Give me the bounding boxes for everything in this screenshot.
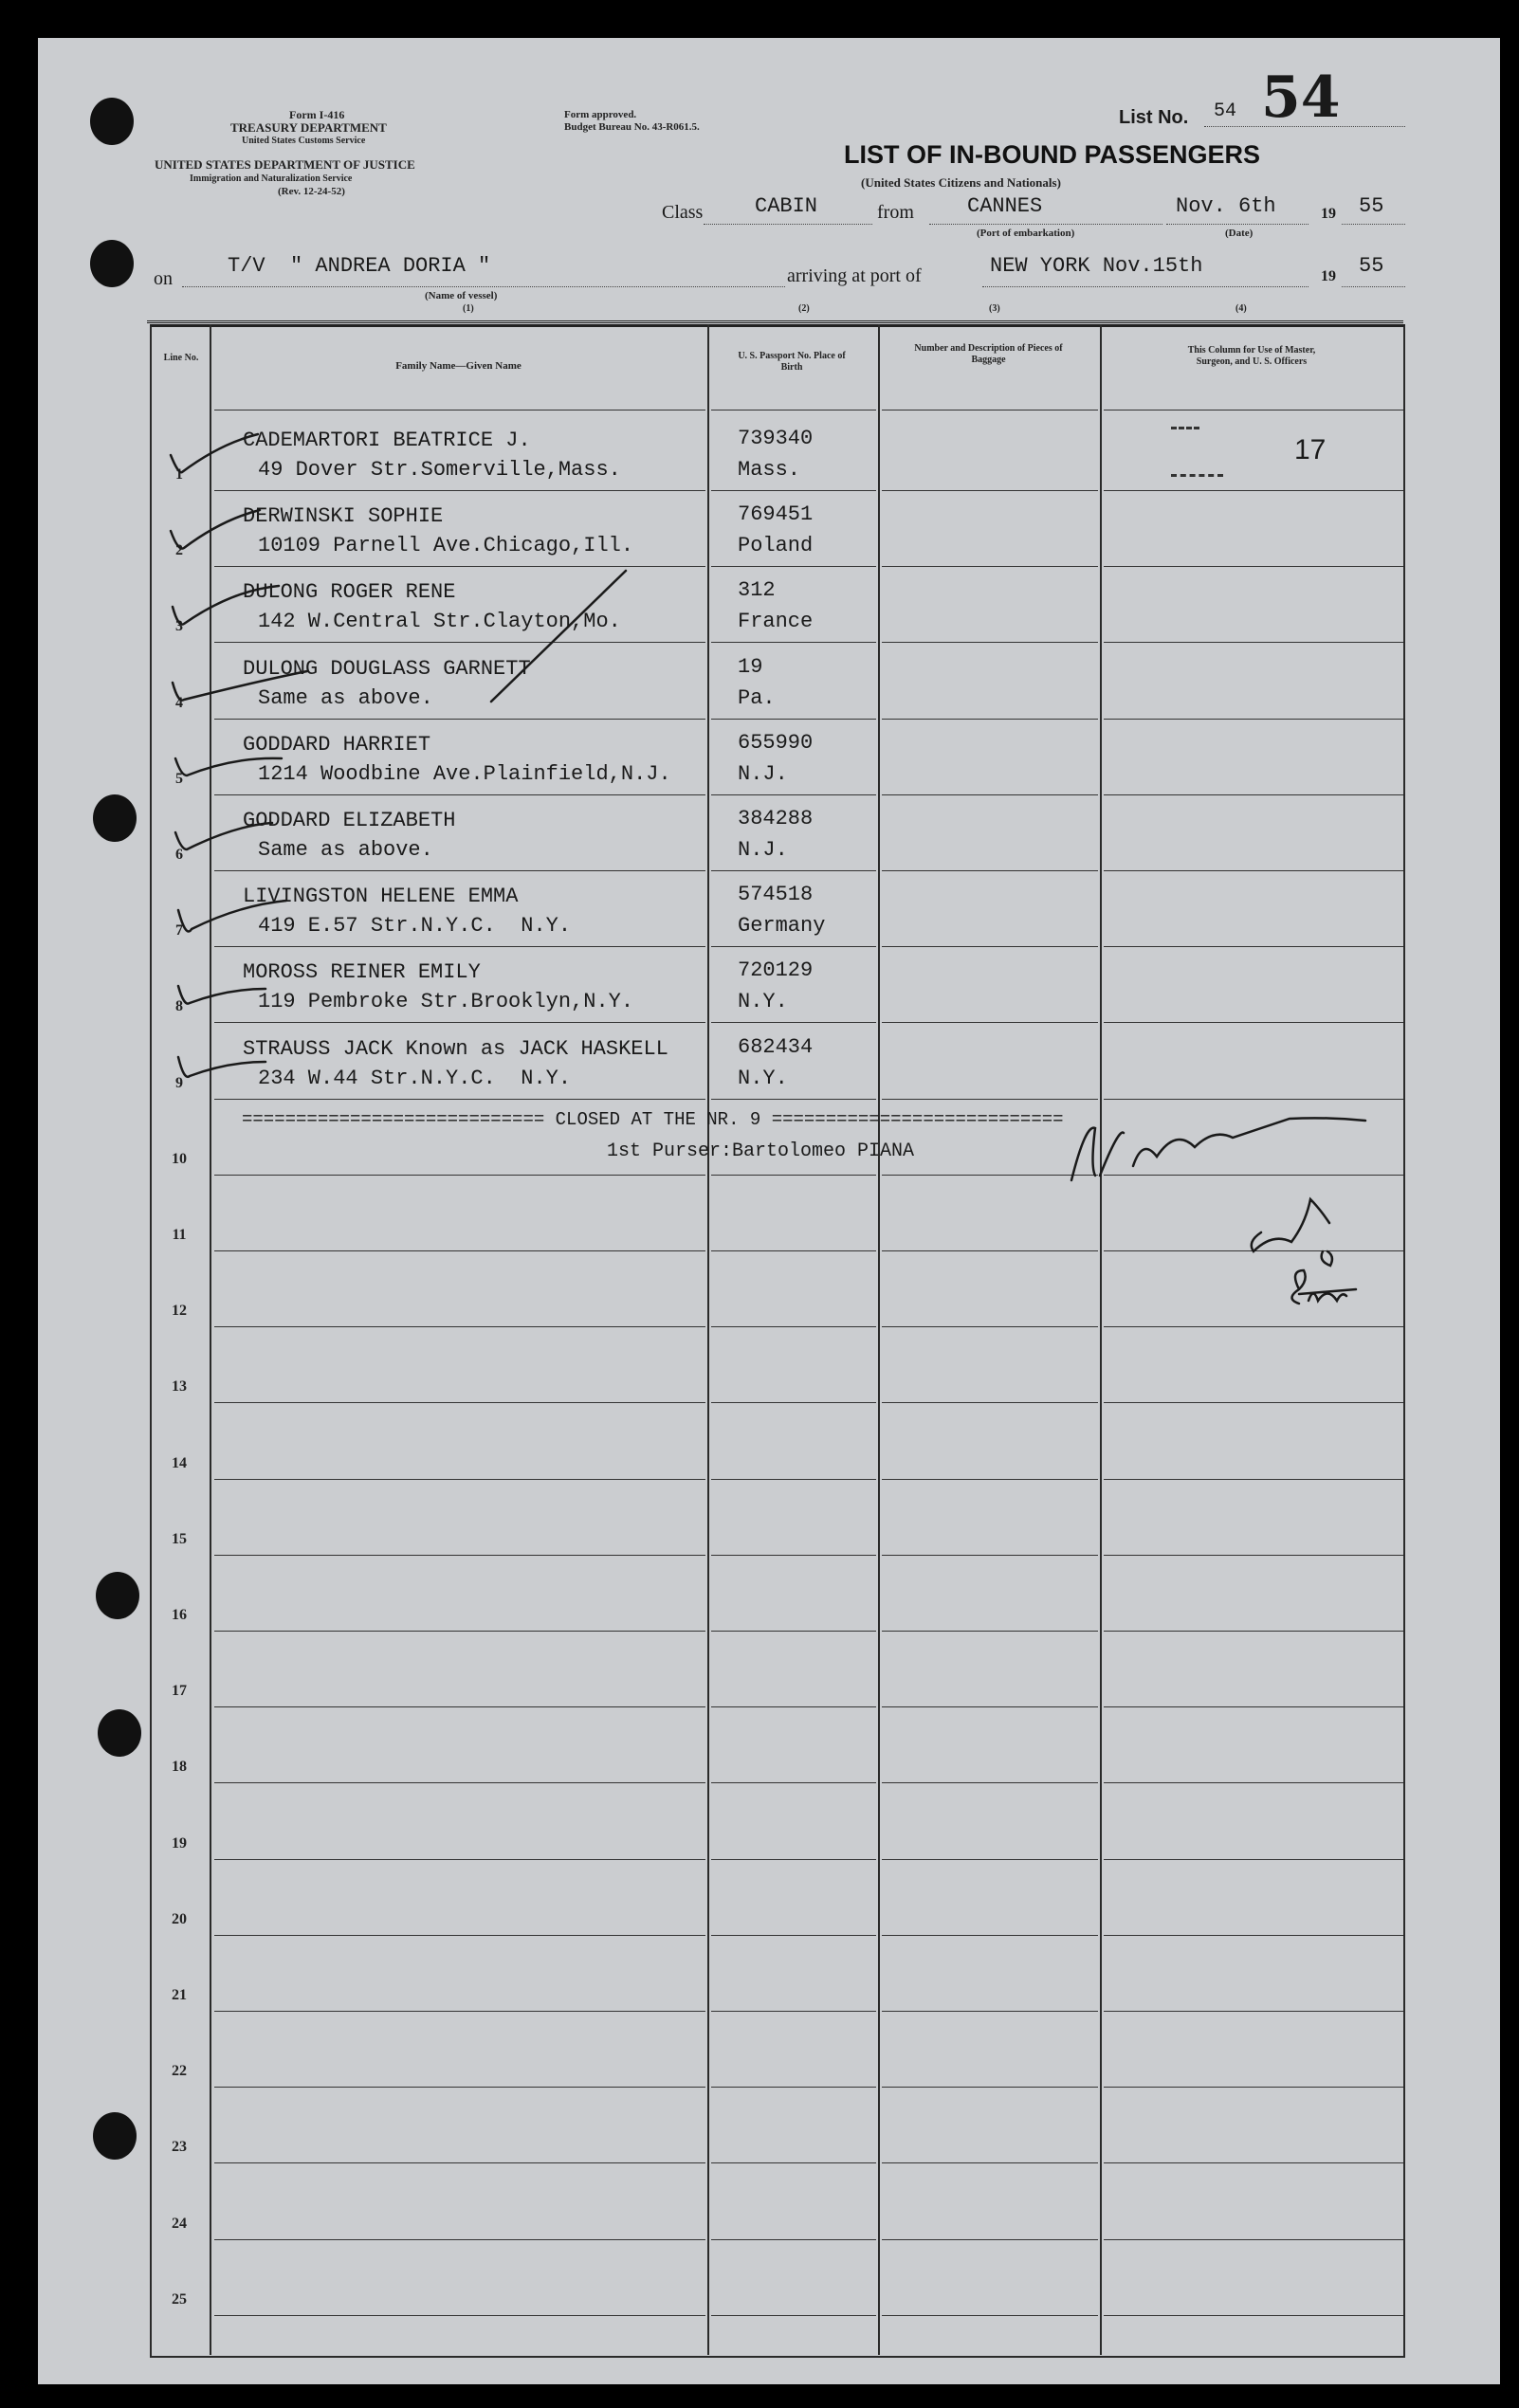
line-number: 1	[175, 466, 183, 483]
row-rule	[1104, 566, 1403, 567]
row-rule	[214, 1935, 705, 1936]
row-rule	[882, 1250, 1098, 1251]
col-header-baggage: Number and Description of Pieces of Baggage	[914, 343, 1063, 365]
row-rule	[882, 1706, 1098, 1707]
list-no-handwritten: 54	[1261, 64, 1341, 131]
vessel-line	[182, 286, 785, 287]
form-number: Form I-416	[289, 108, 345, 121]
row-rule	[882, 2239, 1098, 2240]
row-rule	[882, 1175, 1098, 1176]
arrival-port: NEW YORK Nov.15th	[990, 254, 1203, 278]
class-line	[704, 224, 872, 225]
row-rule	[882, 1022, 1098, 1023]
line-number: 15	[172, 1530, 187, 1547]
row-rule	[214, 1250, 705, 1251]
passenger-name: DULONG ROGER RENE	[243, 580, 456, 605]
row-rule	[882, 1859, 1098, 1860]
arrival-line	[982, 286, 1309, 287]
row-rule	[214, 1099, 705, 1100]
row-rule	[882, 2087, 1098, 2088]
punch-hole	[96, 1572, 139, 1619]
birthplace: Germany	[738, 914, 826, 939]
row-rule	[214, 794, 705, 795]
line-number: 6	[175, 847, 183, 863]
row-rule	[214, 719, 705, 720]
punch-hole	[90, 240, 134, 287]
table-top-double	[147, 320, 1403, 323]
passport-number: 19	[738, 654, 763, 679]
row-rule	[1104, 1250, 1403, 1251]
row-rule	[882, 794, 1098, 795]
line-number: 8	[175, 998, 183, 1015]
col-index-1: (1)	[463, 303, 474, 314]
page-subtitle: (United States Citizens and Nationals)	[861, 175, 1061, 190]
year-2: 55	[1359, 254, 1384, 278]
row-rule	[214, 1022, 705, 1023]
list-no-label: List No.	[1119, 107, 1189, 128]
row-rule	[1104, 1099, 1403, 1100]
page-title: LIST OF IN-BOUND PASSENGERS	[844, 140, 1261, 169]
from-value: CANNES	[967, 194, 1043, 218]
punch-hole	[98, 1709, 141, 1757]
birthplace: France	[738, 610, 814, 634]
row-rule	[1104, 1326, 1403, 1327]
row-rule	[711, 719, 876, 720]
birthplace: N.J.	[738, 761, 788, 786]
row-rule	[1104, 946, 1403, 947]
closing-line: ============================ CLOSED AT THE NR. 9 ===========================	[242, 1109, 1064, 1130]
line-number: 16	[172, 1607, 187, 1623]
form-revision: (Rev. 12-24-52)	[278, 186, 345, 197]
year-line-1	[1342, 224, 1405, 225]
birthplace: Poland	[738, 534, 814, 558]
list-no-typed: 54	[1214, 100, 1237, 122]
row-rule	[1104, 1555, 1403, 1556]
passport-number: 769451	[738, 502, 814, 527]
col-index-3: (3)	[989, 303, 1000, 314]
row-rule	[214, 2162, 705, 2163]
row-rule	[1104, 1631, 1403, 1632]
date-value: Nov. 6th	[1176, 194, 1276, 218]
row-rule	[1104, 1782, 1403, 1783]
row-rule	[882, 1479, 1098, 1480]
line-number: 24	[172, 2215, 187, 2232]
line-number: 18	[172, 1759, 187, 1776]
line-number: 12	[172, 1303, 187, 1320]
row-rule	[711, 566, 876, 567]
row-rule	[882, 1631, 1098, 1632]
row-rule	[711, 2315, 876, 2316]
on-label: on	[154, 268, 173, 289]
passenger-address: Same as above.	[258, 838, 433, 862]
row-rule	[711, 1859, 876, 1860]
passenger-name: DERWINSKI SOPHIE	[243, 504, 444, 529]
row-rule	[214, 2239, 705, 2240]
row-rule	[711, 1022, 876, 1023]
passport-number: 720129	[738, 958, 814, 983]
passenger-address: 119 Pembroke Str.Brooklyn,N.Y.	[258, 990, 634, 1014]
row-rule	[711, 1706, 876, 1707]
list-no-line	[1204, 126, 1405, 127]
row-rule	[882, 1555, 1098, 1556]
row-rule	[1104, 1402, 1403, 1403]
vessel-name: T/V " ANDREA DORIA "	[228, 254, 491, 278]
row-rule	[1104, 1706, 1403, 1707]
line-number: 5	[175, 770, 183, 787]
passenger-name: STRAUSS JACK Known as JACK HASKELL	[243, 1036, 668, 1061]
row-rule	[214, 946, 705, 947]
row-rule	[1104, 2239, 1403, 2240]
line-number: 19	[172, 1834, 187, 1852]
passenger-address: 49 Dover Str.Somerville,Mass.	[258, 458, 621, 482]
line-number: 21	[172, 1987, 187, 2003]
row-rule	[711, 1326, 876, 1327]
row-rule	[711, 1250, 876, 1251]
passenger-address: Same as above.	[258, 685, 433, 710]
from-line	[929, 224, 1162, 225]
row-rule	[214, 2011, 705, 2012]
row-rule	[1104, 1175, 1403, 1176]
class-label: Class	[662, 202, 704, 223]
line-number: 20	[172, 1910, 187, 1927]
form-approved: Form approved.	[564, 109, 637, 120]
passenger-address: 1214 Woodbine Ave.Plainfield,N.J.	[258, 761, 671, 786]
class-value: CABIN	[755, 194, 818, 218]
row-rule	[711, 490, 876, 491]
row-rule	[214, 2087, 705, 2088]
punch-hole	[90, 98, 134, 145]
punch-hole	[93, 2112, 137, 2160]
row-rule	[1104, 2162, 1403, 2163]
row-rule	[1104, 719, 1403, 720]
row-rule	[1104, 870, 1403, 871]
row-rule	[214, 1175, 705, 1176]
treasury-dept: TREASURY DEPARTMENT	[230, 120, 387, 135]
passenger-name: GODDARD HARRIET	[243, 732, 431, 757]
passport-number: 312	[738, 578, 776, 603]
line-number: 4	[175, 694, 183, 711]
row-rule	[1104, 2315, 1403, 2316]
birthplace: Pa.	[738, 685, 776, 710]
line-number: 10	[172, 1150, 187, 1167]
col-index-4: (4)	[1235, 303, 1247, 314]
line-number: 2	[175, 542, 183, 559]
row-rule	[711, 1935, 876, 1936]
birthplace: Mass.	[738, 458, 801, 482]
col-divider-line	[210, 324, 211, 2355]
row-rule	[711, 2239, 876, 2240]
passenger-address: 142 W.Central Str.Clayton,Mo.	[258, 610, 621, 634]
line-number: 11	[172, 1227, 187, 1243]
birthplace: N.Y.	[738, 990, 788, 1014]
passenger-address: 234 W.44 Str.N.Y.C. N.Y.	[258, 1066, 572, 1090]
passenger-name: DULONG DOUGLASS GARNETT	[243, 656, 531, 681]
customs-service: United States Customs Service	[242, 136, 366, 146]
row-rule	[882, 2315, 1098, 2316]
row-rule	[1104, 642, 1403, 643]
row-rule	[1104, 2087, 1403, 2088]
port-embark-caption: (Port of embarkation)	[977, 228, 1075, 239]
col-header-name: Family Name—Given Name	[395, 360, 522, 372]
year-prefix-2: 19	[1321, 268, 1336, 284]
row-rule	[214, 1859, 705, 1860]
row-rule	[882, 490, 1098, 491]
row-rule	[711, 2087, 876, 2088]
vessel-caption: (Name of vessel)	[425, 290, 498, 301]
punch-hole	[93, 794, 137, 842]
row-rule	[711, 946, 876, 947]
row-rule	[214, 1782, 705, 1783]
row-rule	[214, 1479, 705, 1480]
row-rule	[1104, 1022, 1403, 1023]
line-number: 22	[172, 2063, 187, 2080]
passenger-address: 10109 Parnell Ave.Chicago,Ill.	[258, 534, 634, 558]
row-rule	[1104, 1935, 1403, 1936]
line-number: 17	[172, 1683, 187, 1700]
row-rule	[882, 870, 1098, 871]
date-caption: (Date)	[1225, 228, 1254, 239]
row-rule	[214, 1555, 705, 1556]
passport-number: 384288	[738, 807, 814, 830]
officer-mark	[1171, 427, 1199, 429]
row-rule	[711, 794, 876, 795]
col-divider-passport	[878, 324, 880, 2355]
col-index-2: (2)	[798, 303, 810, 314]
birthplace: N.J.	[738, 838, 788, 862]
row-rule	[882, 1782, 1098, 1783]
line-number: 23	[172, 2139, 187, 2156]
year-line-2	[1342, 286, 1405, 287]
passenger-address: 419 E.57 Str.N.Y.C. N.Y.	[258, 914, 572, 939]
row-rule	[1104, 1479, 1403, 1480]
col-divider-name	[707, 324, 709, 2355]
line-number: 7	[175, 922, 183, 939]
purser-signature: 1st Purser:Bartolomeo PIANA	[607, 1140, 915, 1162]
row-rule	[1104, 490, 1403, 491]
row-rule	[711, 1099, 876, 1100]
passenger-name: CADEMARTORI BEATRICE J.	[243, 429, 531, 452]
row-rule	[1104, 1859, 1403, 1860]
row-rule	[711, 1782, 876, 1783]
row-rule	[882, 1099, 1098, 1100]
year-prefix-1: 19	[1321, 206, 1336, 222]
row-rule	[882, 946, 1098, 947]
ins-service: Immigration and Naturalization Service	[190, 173, 353, 184]
row-rule	[882, 1326, 1098, 1327]
row-rule	[711, 1555, 876, 1556]
row-rule	[711, 2011, 876, 2012]
row-rule	[711, 1402, 876, 1403]
row-rule	[1104, 794, 1403, 795]
line-number: 25	[172, 2290, 187, 2308]
row-rule	[882, 1935, 1098, 1936]
col-header-line: Line No.	[163, 353, 199, 363]
row-rule	[214, 870, 705, 871]
col-header-passport: U. S. Passport No. Place of Birth	[738, 351, 846, 373]
row-rule	[882, 2011, 1098, 2012]
row-rule	[214, 1402, 705, 1403]
line-number: 3	[175, 618, 183, 635]
justice-dept: UNITED STATES DEPARTMENT OF JUSTICE	[155, 157, 415, 172]
col-header-officers: This Column for Use of Master, Surgeon, and U. S. Officers	[1187, 345, 1316, 367]
row-rule	[214, 642, 705, 643]
row-rule	[214, 1631, 705, 1632]
passenger-name: GODDARD ELIZABETH	[243, 809, 456, 832]
row-rule	[882, 2162, 1098, 2163]
budget-bureau: Budget Bureau No. 43-R061.5.	[564, 121, 700, 133]
row-rule	[711, 1175, 876, 1176]
line-number: 9	[175, 1074, 183, 1091]
row-rule	[214, 1326, 705, 1327]
row-rule	[214, 490, 705, 491]
arriving-label: arriving at port of	[787, 265, 922, 286]
date-line	[1166, 224, 1309, 225]
officer-count: 17	[1294, 434, 1327, 465]
row-rule	[711, 1631, 876, 1632]
row-rule	[214, 1706, 705, 1707]
passport-number: 682434	[738, 1034, 814, 1059]
row-rule	[214, 566, 705, 567]
row-rule	[882, 1402, 1098, 1403]
row-rule	[711, 2162, 876, 2163]
passport-number: 574518	[738, 883, 814, 907]
line-number: 14	[172, 1454, 187, 1471]
row-rule	[882, 642, 1098, 643]
line-number: 13	[172, 1378, 187, 1396]
row-rule	[711, 1479, 876, 1480]
passenger-name: LIVINGSTON HELENE EMMA	[243, 885, 519, 909]
row-rule	[711, 870, 876, 871]
col-divider-baggage	[1100, 324, 1102, 2355]
from-label: from	[877, 202, 914, 223]
row-rule	[711, 642, 876, 643]
year-1: 55	[1359, 194, 1384, 218]
passport-number: 739340	[738, 427, 814, 450]
row-rule	[214, 2315, 705, 2316]
passport-number: 655990	[738, 730, 814, 755]
passenger-name: MOROSS REINER EMILY	[243, 960, 481, 985]
birthplace: N.Y.	[738, 1066, 788, 1090]
row-rule	[1104, 2011, 1403, 2012]
officer-mark	[1171, 474, 1223, 477]
row-rule	[882, 719, 1098, 720]
row-rule	[882, 566, 1098, 567]
